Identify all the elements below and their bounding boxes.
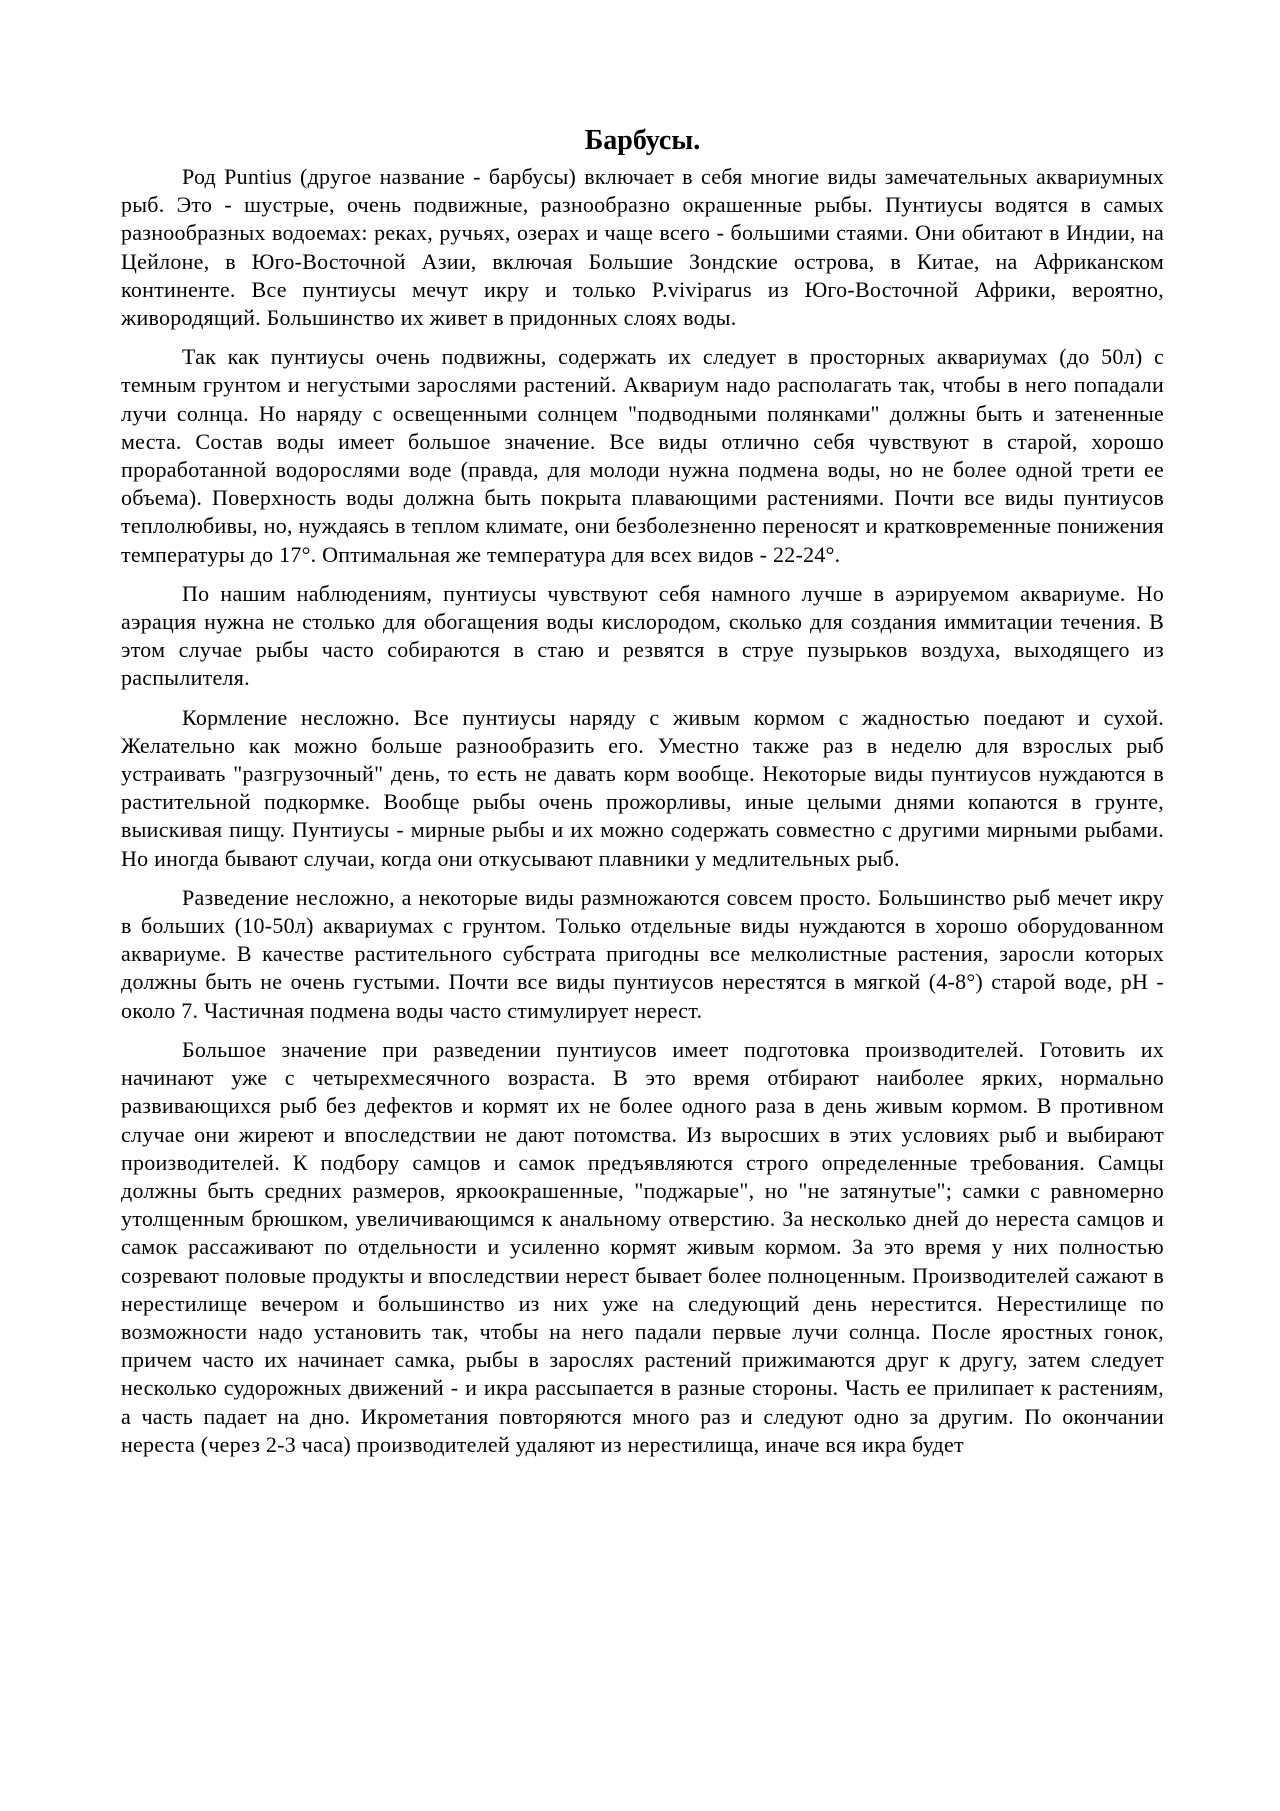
paragraph-intro: Род Puntius (другое название - барбусы) включает в себя многие виды замечательных аквариумных рыб. Это - шустрые, очень подвижные, разнообразно окрашенные рыбы. Пунтиусы водятся в самых разнообразных водоемах: реках, ручьях, озерах и чаще всего - большими стаями. Они обитают в Индии, на Цейлоне, в Юго-Восточной Азии, включая Большие Зондские острова, в Китае, на Африканском континенте. Все пунтиусы мечут икру и только P.viviparus из Юго-Восточной Африки, вероятно, живородящий. Большинство их живет в придонных слоях воды. xyxy=(121,164,1164,331)
paragraph-aeration: По нашим наблюдениям, пунтиусы чувствуют себя намного лучше в аэрируемом аквариуме. Но аэрация нужна не столько для обогащения воды кислородом, сколько для создания иммитации течения. В этом случае рыбы часто собираются в стаю и резвятся в струе пузырьков воздуха, выходящего из распылителя. xyxy=(121,580,1164,691)
document-title: Барбусы. xyxy=(584,125,701,156)
document-body xyxy=(121,122,1164,1459)
paragraph-breeding: Разведение несложно, а некоторые виды размножаются совсем просто. Большинство рыб мечет икру в больших (10-50л) аквариумах с грунтом. Только отдельные виды нуждаются в хорошо оборудованном аквариуме. В качестве растительного субстрата пригодны все мелколистные растения, заросли которых должны быть не очень густыми. Почти все виды пунтиусов нерестятся в мягкой (4-8°) старой воде, pH - около 7. Частичная подмена воды часто стимулирует нерест. xyxy=(121,884,1164,1023)
paragraph-spawners: Большое значение при разведении пунтиусов имеет подготовка производителей. Готовить их начинают уже с четырехмесячного возраста. В это время отбирают наиболее ярких, нормально развивающихся рыб без дефектов и кормят их не более одного раза в день живым кормом. В противном случае они жиреют и впоследствии не дают потомства. Из выросших в этих условиях рыб и выбирают производителей. К подбору самцов и самок предъявляются строго определенные требования. Самцы должны быть средних размеров, яркоокрашенные, "поджарые", но "не затянутые"; самки с равномерно утолщенным брюшком, увеличивающимся к анальному отверстию. За несколько дней до нереста самцов и самок рассаживают по отдельности и усиленно кормят живым кормом. За это время у них полностью созревают половые продукты и впоследствии нерест бывает более полноценным. Производителей сажают в нерестилище вечером и большинство из них уже на следующий день нерестится. Нерестилище по возможности надо установить так, чтобы на него падали первые лучи солнца. После яростных гонок, причем часто их начинает самка, рыбы в зарослях растений прижимаются друг к другу, затем следует несколько судорожных движений - и икра рассыпается в разные стороны. Часть ее прилипает к растениям, а часть падает на дно. Икрометания повторяются много раз и следуют одно за другим. По окончании нереста (через 2-3 часа) производителей удаляют из нерестилища, иначе вся икра будет xyxy=(121,1036,1164,1457)
paragraph-feeding: Кормление несложно. Все пунтиусы наряду с живым кормом с жадностью поедают и сухой. Желательно как можно больше разнообразить его. Уместно также раз в неделю для взрослых рыб устраивать "разгрузочный" день, то есть не давать корм вообще. Некоторые виды пунтиусов нуждаются в растительной подкормке. Вообще рыбы очень прожорливы, иные целыми днями копаются в грунте, выискивая пищу. Пунтиусы - мирные рыбы и их можно содержать совместно с другими мирными рыбами. Но иногда бывают случаи, когда они откусывают плавники у медлительных рыб. xyxy=(121,704,1164,871)
paragraph-aquarium: Так как пунтиусы очень подвижны, содержать их следует в просторных аквариумах (до 50л) с темным грунтом и негустыми зарослями растений. Аквариум надо располагать так, чтобы в него попадали лучи солнца. Но наряду с освещенными солнцем "подводными полянками" должны быть и затененные места. Состав воды имеет большое значение. Все виды отлично себя чувствуют в старой, хорошо проработанной водорослями воде (правда, для молоди нужна подмена воды, но не более одной трети ее объема). Поверхность воды должна быть покрыта плавающими растениями. Почти все виды пунтиусов теплолюбивы, но, нуждаясь в теплом климате, они безболезненно переносят и кратковременные понижения температуры до 17°. Оптимальная же температура для всех видов - 22-24°. xyxy=(121,344,1164,567)
